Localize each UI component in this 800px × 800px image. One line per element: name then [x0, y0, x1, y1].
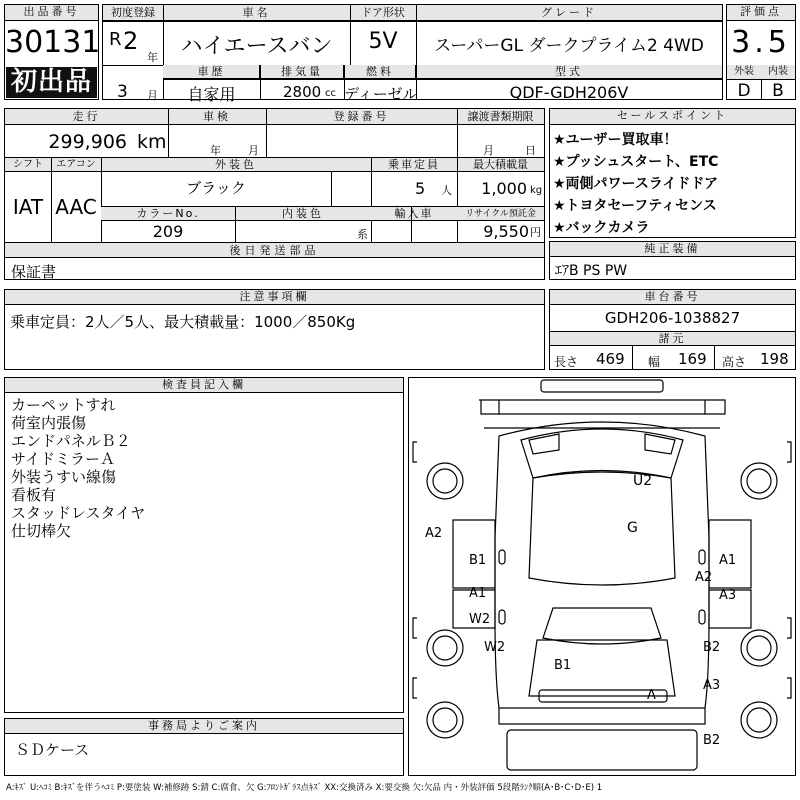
chassis-number: GDH206-1038827 [604, 309, 741, 327]
import-label: 輸入車 [394, 207, 434, 220]
year-unit: 年 [147, 51, 158, 64]
model: ハイエースバン [180, 34, 333, 59]
inspector-note-line: カーペットすれ [11, 396, 116, 414]
month-unit: 月 [147, 89, 158, 102]
vehicle-header-box [102, 4, 723, 104]
mark-b1-left: B1 [469, 553, 487, 568]
displacement-unit: cc [325, 88, 336, 99]
capacity-label: 乗車定員 [388, 158, 440, 171]
width-label: 幅 [648, 355, 661, 369]
type-code: QDF-GDH206V [509, 83, 629, 102]
transfer-month: 月 [483, 144, 494, 157]
first-reg-month: 3 [117, 82, 128, 102]
inspector-note-line: 荷室内張傷 [11, 414, 87, 432]
sales-points-box [549, 108, 796, 238]
office-value: ＳＤケース [15, 741, 90, 759]
mark-b2-right-b: B2 [703, 733, 721, 748]
lot-number-box [4, 4, 99, 100]
recycle-fee: 9,550 [483, 222, 529, 241]
dims-label: 諸元 [658, 332, 687, 345]
notes-box [4, 289, 545, 370]
mark-b1-bottom: B1 [554, 658, 572, 673]
fuel-label: 燃料 [366, 65, 394, 78]
sales-point-item: ★バックカメラ [553, 220, 650, 236]
grade: スーパーGL ダークプライム2 4WD [434, 36, 704, 56]
sales-points-label: セールスポイント [550, 109, 795, 125]
shift: IAT [12, 195, 44, 219]
mark-a2-left: A2 [425, 526, 443, 541]
mileage: 299,906 [48, 131, 127, 153]
shipping-label: 後日発送部品 [229, 244, 320, 257]
length: 469 [596, 350, 625, 368]
inspector-notes [11, 396, 401, 540]
capacity-unit: 人 [441, 184, 452, 197]
notes-label: 注意事項欄 [5, 290, 544, 305]
mark-a-rear: A [647, 688, 656, 703]
ac-label: エアコン [56, 159, 96, 170]
recycle-unit: 円 [530, 226, 541, 239]
inspection-label: 車検 [203, 110, 231, 123]
interior-label: 内装 [768, 66, 788, 77]
chassis-box [549, 289, 796, 370]
score: 3.5 [731, 25, 791, 60]
door-label: ドア形状 [361, 6, 405, 19]
reg-number-label: 登録番号 [333, 110, 390, 123]
inspection-year: 年 [210, 144, 221, 157]
color-label: 外装色 [215, 158, 257, 171]
color-no: 209 [152, 222, 184, 241]
info-box [4, 108, 545, 280]
notes-value: 乗車定員：2人／5人、最大積載量：1000／850Kg [10, 313, 356, 331]
transfer-label: 譲渡書類期限 [467, 110, 534, 123]
shipping-parts: 保証書 [11, 263, 57, 281]
width: 169 [678, 350, 707, 368]
recycle-label: リサイクル預託金 [465, 209, 536, 219]
era-year: 2 [123, 27, 139, 55]
inspector-note-line: サイドミラーＡ [11, 450, 115, 468]
equipment-box [549, 241, 796, 280]
vehicle-outline [409, 378, 795, 775]
inspection-month: 月 [248, 144, 259, 157]
max-load: 1,000 [481, 179, 527, 198]
score-label: 評価点 [727, 5, 795, 21]
transfer-day: 日 [525, 144, 536, 157]
first-listing-badge: 初出品 [6, 67, 97, 98]
door-type: 5V [368, 29, 398, 54]
inspector-note-line: 看板有 [11, 486, 57, 504]
fuel: ディーゼル [344, 85, 418, 103]
office-box [4, 718, 404, 776]
office-label: 事務局よりご案内 [5, 719, 403, 734]
inspector-note-line: 外装うすい線傷 [11, 468, 117, 486]
sales-points-list [553, 129, 793, 239]
shift-label: シフト [13, 159, 43, 170]
mileage-label: 走行 [72, 110, 101, 123]
inspector-box [4, 377, 404, 713]
damage-diagram [408, 377, 796, 776]
mark-w2-left-b: W2 [484, 640, 506, 655]
height: 198 [760, 350, 789, 368]
mark-w2-left-a: W2 [469, 612, 491, 627]
interior-grade: B [772, 81, 784, 101]
exterior-label: 外装 [734, 66, 754, 77]
first-reg-label: 初度登録 [111, 6, 155, 19]
history: 自家用 [187, 85, 236, 104]
displacement: 2800 [283, 83, 322, 101]
mark-a1-left: A1 [469, 586, 487, 601]
load-label: 最大積載量 [473, 158, 528, 171]
ac: AAC [55, 195, 97, 219]
history-label: 車歴 [197, 65, 226, 78]
load-unit: kg [530, 185, 543, 196]
sales-point-item: ★プッシュスタート、ETC [553, 154, 719, 170]
mileage-unit: km [137, 131, 167, 153]
inspector-note-line: 仕切棒欠 [11, 522, 72, 540]
sales-point-item: ★トヨタセーフティセンス [553, 198, 717, 214]
mark-a3-right-b: A3 [703, 678, 721, 693]
interior-color-label: 内装色 [282, 207, 324, 220]
capacity: 5 [415, 179, 426, 198]
inspector-label: 検査員記入欄 [5, 378, 403, 393]
mark-a2-right: A2 [695, 570, 713, 585]
mark-a3-right-a: A3 [719, 588, 737, 603]
mark-u2: U2 [633, 473, 653, 489]
mark-b2-right-a: B2 [703, 640, 721, 655]
exterior-grade: D [737, 81, 751, 101]
lot-number: 30131 [5, 25, 101, 60]
era: R [109, 29, 122, 50]
mark-g: G [627, 520, 638, 536]
mark-a1-right: A1 [719, 553, 737, 568]
exterior-color: ブラック [186, 179, 246, 197]
displacement-label: 排気量 [281, 65, 323, 78]
model-label: 車名 [242, 6, 271, 19]
equipment-value: ｴｱB PS PW [555, 263, 628, 279]
legend: A:ｷｽﾞ U:ﾍｺﾐ B:ｷｽﾞを伴うﾍｺﾐ P:要塗装 W:補修跡 S:錆 C:腐食、欠 G:ﾌﾛﾝﾄｶﾞﾗｽ点ｷｽﾞ XX:交換済み X:要交換 欠:欠品 内・外装評価 5段階ﾗﾝｸ順(A･B･C･D･E) 1 [6, 783, 603, 793]
color-no-label: カラーNo. [136, 207, 200, 220]
chassis-label: 車台番号 [550, 290, 795, 305]
grade-label: グレード [541, 6, 597, 19]
type-label: 型式 [555, 65, 583, 78]
sales-point-item: ★ユーザー買取車！ [553, 132, 678, 148]
inspector-note-line: スタッドレスタイヤ [11, 504, 146, 522]
height-label: 高さ [722, 355, 747, 369]
length-label: 長さ [554, 355, 579, 369]
inspector-note-line: エンドパネルＢ２ [11, 432, 131, 450]
equipment-label: 純正装備 [550, 242, 795, 257]
score-box [726, 4, 796, 100]
sales-point-item: ★両側パワースライドドア [553, 176, 719, 192]
lot-number-label: 出品番号 [5, 5, 98, 21]
interior-color-unit: 系 [357, 228, 368, 241]
